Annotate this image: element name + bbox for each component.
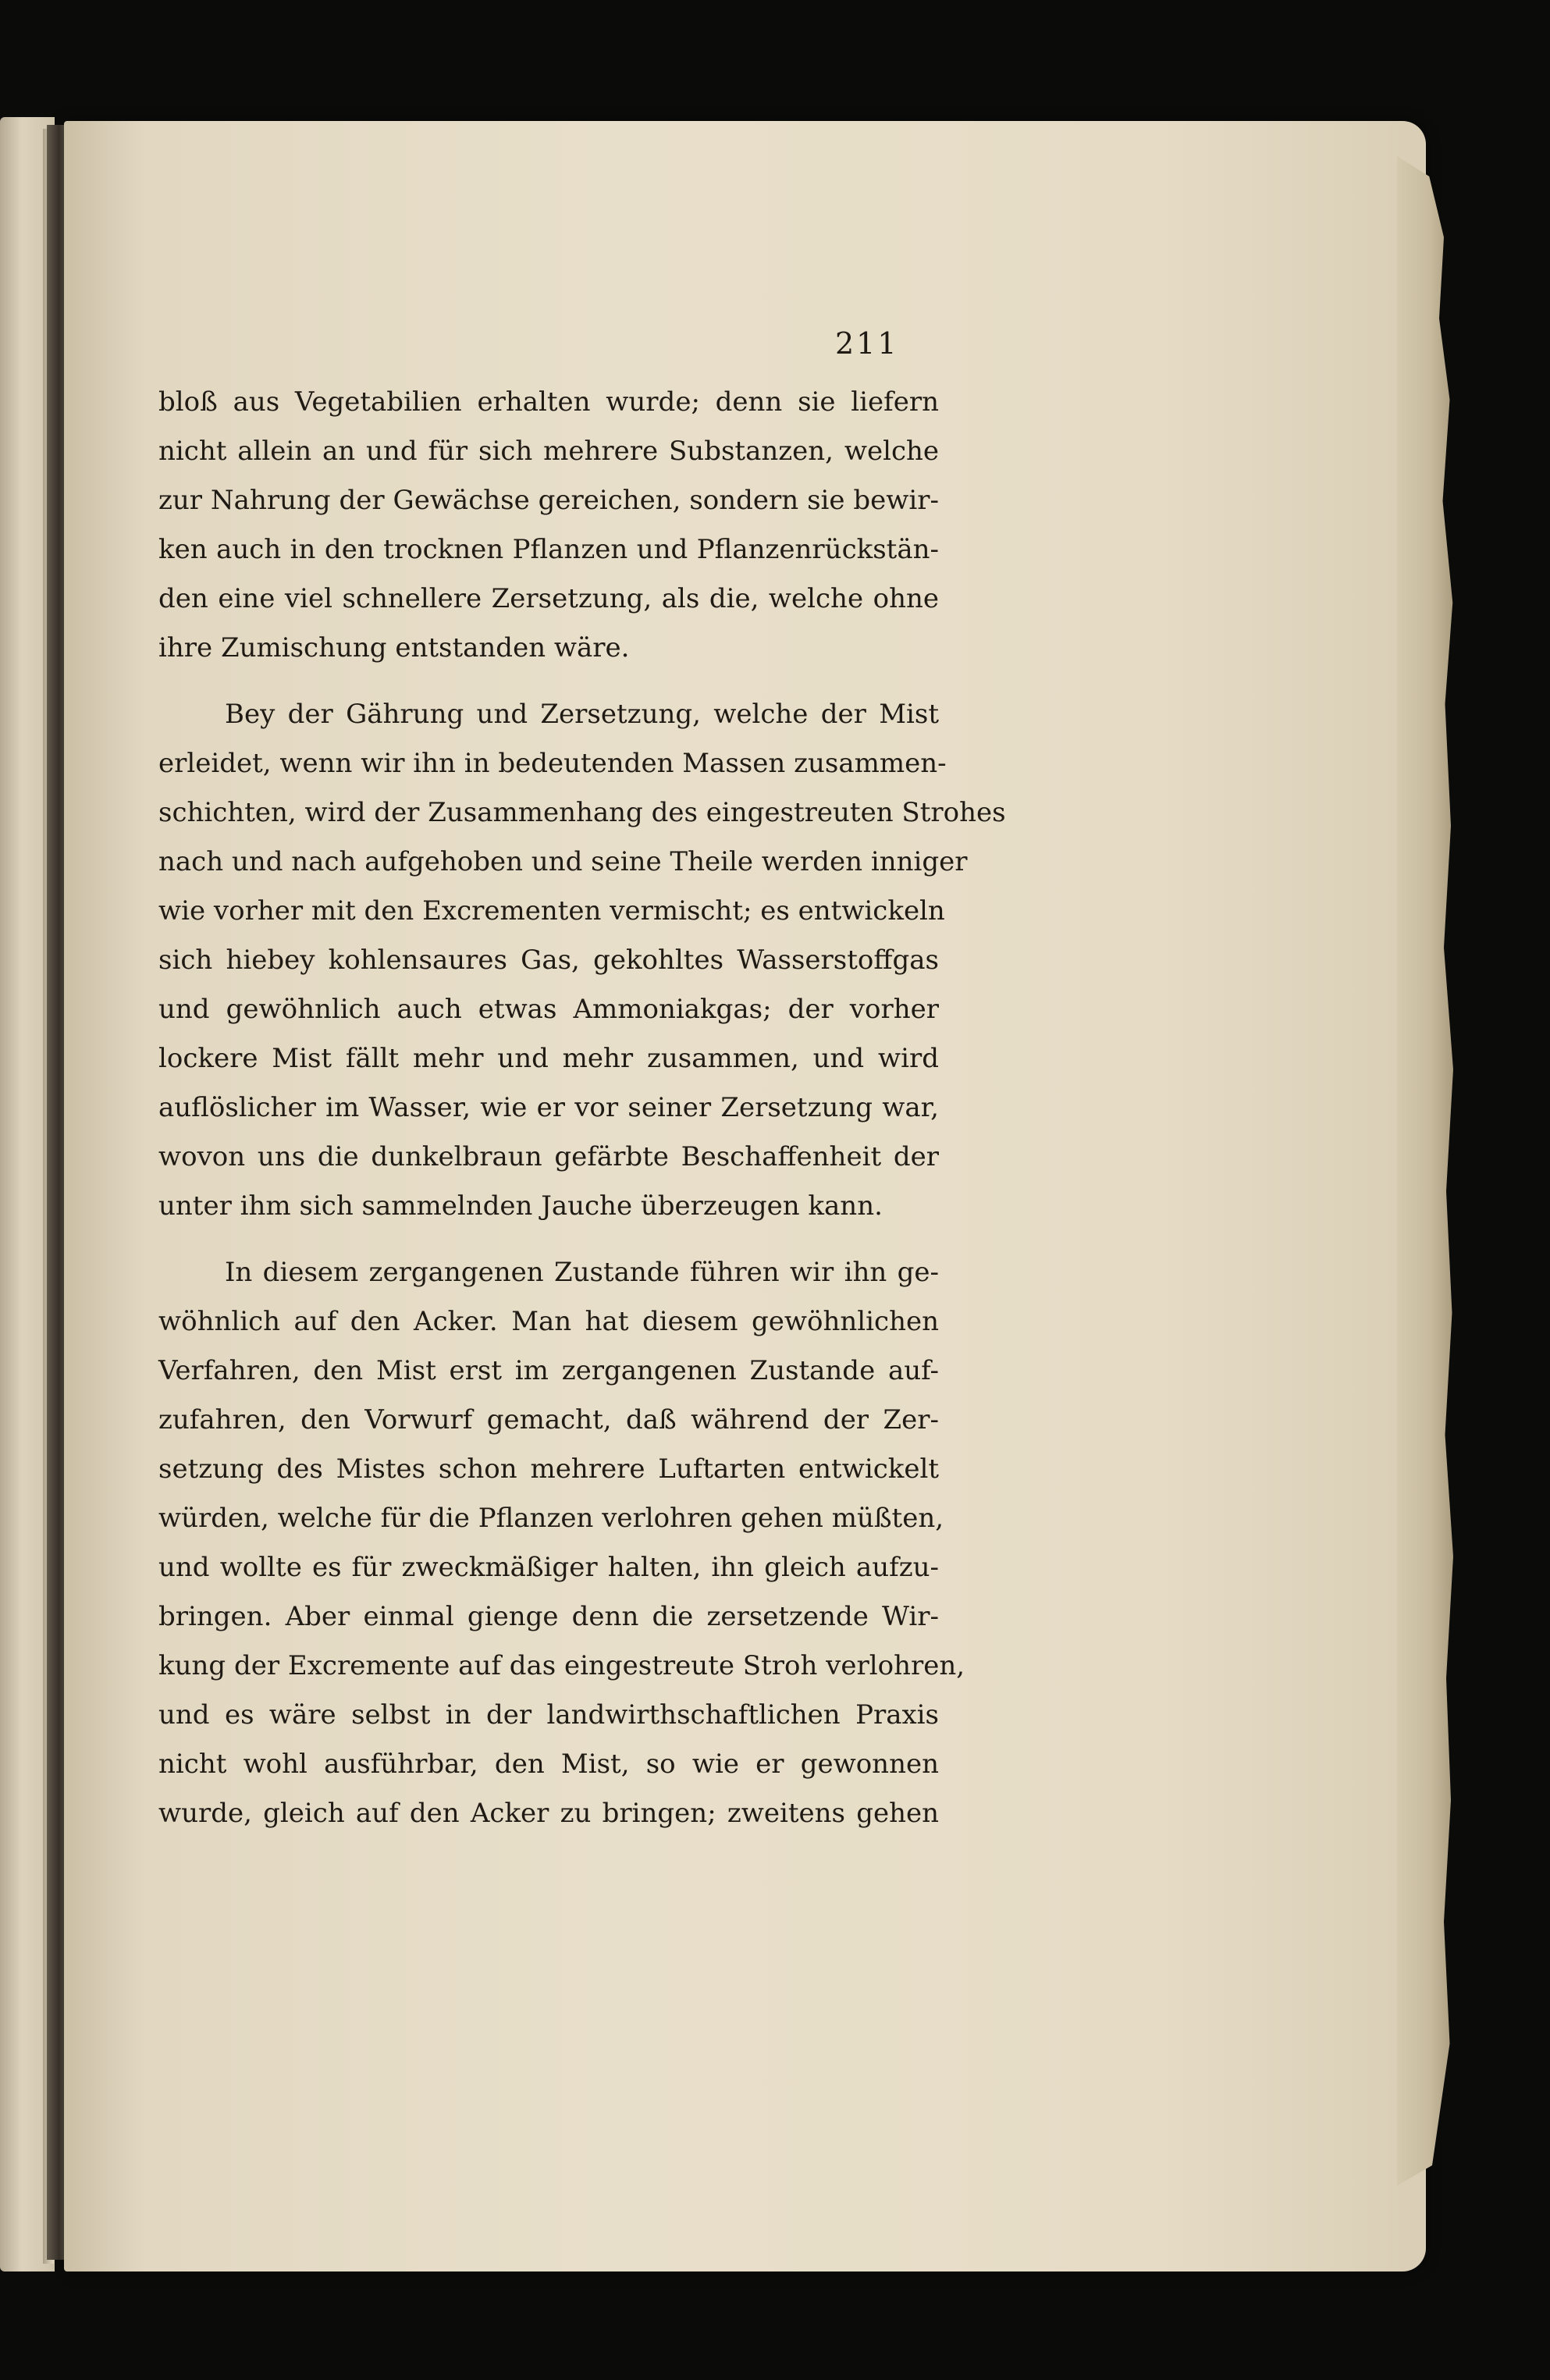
text-line: den eine viel schnellere Zersetzung, als die, welche ohne: [158, 583, 939, 614]
text-line: lockere Mist fällt mehr und mehr zusammen, und wird: [158, 1043, 939, 1074]
text-line: bloß aus Vegetabilien erhalten wurde; denn sie liefern: [158, 386, 939, 418]
text-line: ihre Zumischung entstanden wäre.: [158, 632, 630, 663]
text-line: Bey der Gährung und Zersetzung, welche der Mist: [225, 699, 939, 730]
text-line: zufahren, den Vorwurf gemacht, daß während der Zer-: [158, 1404, 939, 1435]
text-line: und es wäre selbst in der landwirthschaftlichen Praxis: [158, 1699, 939, 1731]
text-line: setzung des Mistes schon mehrere Luftarten entwickelt: [158, 1453, 939, 1485]
text-line: und wollte es für zweckmäßiger halten, ihn gleich aufzu-: [158, 1552, 939, 1583]
text-line: wurde, gleich auf den Acker zu bringen; zweitens gehen: [158, 1798, 939, 1829]
text-line: unter ihm sich sammelnden Jauche überzeugen kann.: [158, 1190, 883, 1222]
text-line: zur Nahrung der Gewächse gereichen, sondern sie bewir-: [158, 485, 939, 516]
page-fore-edge: [1397, 156, 1456, 2186]
text-line: ken auch in den trocknen Pflanzen und Pflanzenrückstän-: [158, 534, 939, 565]
text-line: wöhnlich auf den Acker. Man hat diesem gewöhnlichen: [158, 1306, 939, 1337]
page-number: 211: [835, 326, 899, 361]
text-line: wie vorher mit den Excrementen vermischt; es entwickeln: [158, 895, 945, 927]
text-line: erleidet, wenn wir ihn in bedeutenden Massen zusammen-: [158, 748, 947, 779]
text-line: auflöslicher im Wasser, wie er vor seiner Zersetzung war,: [158, 1092, 939, 1123]
text-line: kung der Excremente auf das eingestreute Stroh verlohren,: [158, 1650, 965, 1681]
text-line: und gewöhnlich auch etwas Ammoniakgas; der vorher: [158, 994, 939, 1025]
text-line: Verfahren, den Mist erst im zergangenen Zustande auf-: [158, 1355, 939, 1386]
text-line: nicht wohl ausführbar, den Mist, so wie er gewonnen: [158, 1749, 939, 1780]
text-line: In diesem zergangenen Zustande führen wir ihn ge-: [225, 1257, 939, 1288]
text-line: nicht allein an und für sich mehrere Substanzen, welche: [158, 436, 939, 467]
text-line: bringen. Aber einmal gienge denn die zersetzende Wir-: [158, 1601, 939, 1632]
text-line: nach und nach aufgehoben und seine Theile werden inniger: [158, 846, 968, 877]
text-line: schichten, wird der Zusammenhang des eingestreuten Strohes: [158, 797, 1006, 828]
text-line: würden, welche für die Pflanzen verlohren gehen müßten,: [158, 1503, 944, 1534]
text-line: wovon uns die dunkelbraun gefärbte Beschaffenheit der: [158, 1141, 939, 1172]
text-line: sich hiebey kohlensaures Gas, gekohltes Wasserstoffgas: [158, 945, 939, 976]
